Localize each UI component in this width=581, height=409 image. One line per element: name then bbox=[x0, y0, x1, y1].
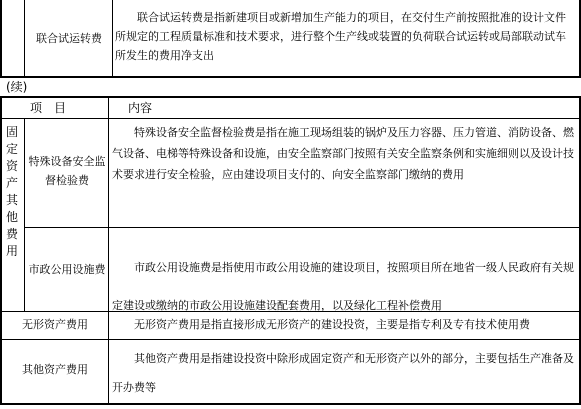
table-top-border bbox=[0, 96, 581, 98]
header-content: 内容 bbox=[128, 101, 153, 115]
label-content-divider bbox=[108, 118, 109, 404]
row-text-intangible-assets: 无形资产费用是指直接形成无形资产的建设投资，主要是指专利及专有技术使用费 bbox=[134, 318, 530, 331]
group-label-fixed-asset-other-fees: 固定资产其他费用 bbox=[5, 125, 18, 258]
top-table-bottom-border bbox=[0, 76, 581, 78]
header-item: 项 目 bbox=[30, 101, 67, 115]
row-text-joint-trial-run: 联合试运转费是指新建项目或新增加生产能力的项目，在交付生产前按照批准的设计文件所规定的工程质量标准和技术要求，进行整个生产线或装置的负荷联合试运转或局部联动试车所发生的费用净支出 bbox=[115, 11, 566, 62]
top-table-divider bbox=[112, 0, 113, 78]
table-bottom-border bbox=[0, 403, 581, 405]
row-label-other-assets: 其他资产费用 bbox=[22, 363, 88, 376]
header-bottom-line bbox=[0, 118, 581, 119]
row-label-special-equipment: 特殊设备安全监督检验费 bbox=[28, 155, 106, 187]
row-text-municipal-facilities: 市政公用设施费是指使用市政公用设施的建设项目，按照项目所在地省一级人民政府有关规定建设或缴纳的市政公用设施建设配套费用，以及绿化工程补偿费用 bbox=[112, 261, 574, 312]
row-separator bbox=[24, 227, 581, 228]
top-table-divider bbox=[24, 0, 25, 78]
table-left-border bbox=[0, 96, 2, 405]
row-label-joint-trial-run: 联合试运转费 bbox=[36, 32, 102, 45]
row-text-other-assets: 其他资产费用是指建设投资中除形成固定资产和无形资产以外的部分，主要包括生产准备及开办费等 bbox=[112, 352, 574, 394]
row-label-intangible-assets: 无形资产费用 bbox=[22, 318, 88, 331]
continued-label: (续) bbox=[6, 80, 28, 94]
row-text-special-equipment: 特殊设备安全监督检验费是指在施工现场组装的锅炉及压力容器、压力管道、消防设备、燃气设备、电梯等特殊设备和设施，由安全监察部门按照有关安全监察条例和实施细则以及设计技术要求进行安全检验，应由建设项目支付的、向安全监察部门缴纳的费用 bbox=[112, 126, 574, 181]
row-label-municipal-facilities: 市政公用设施费 bbox=[28, 263, 106, 276]
group-column-divider bbox=[24, 118, 25, 311]
top-table-left-border bbox=[0, 0, 2, 78]
row-separator bbox=[0, 339, 581, 340]
header-divider bbox=[108, 96, 109, 118]
